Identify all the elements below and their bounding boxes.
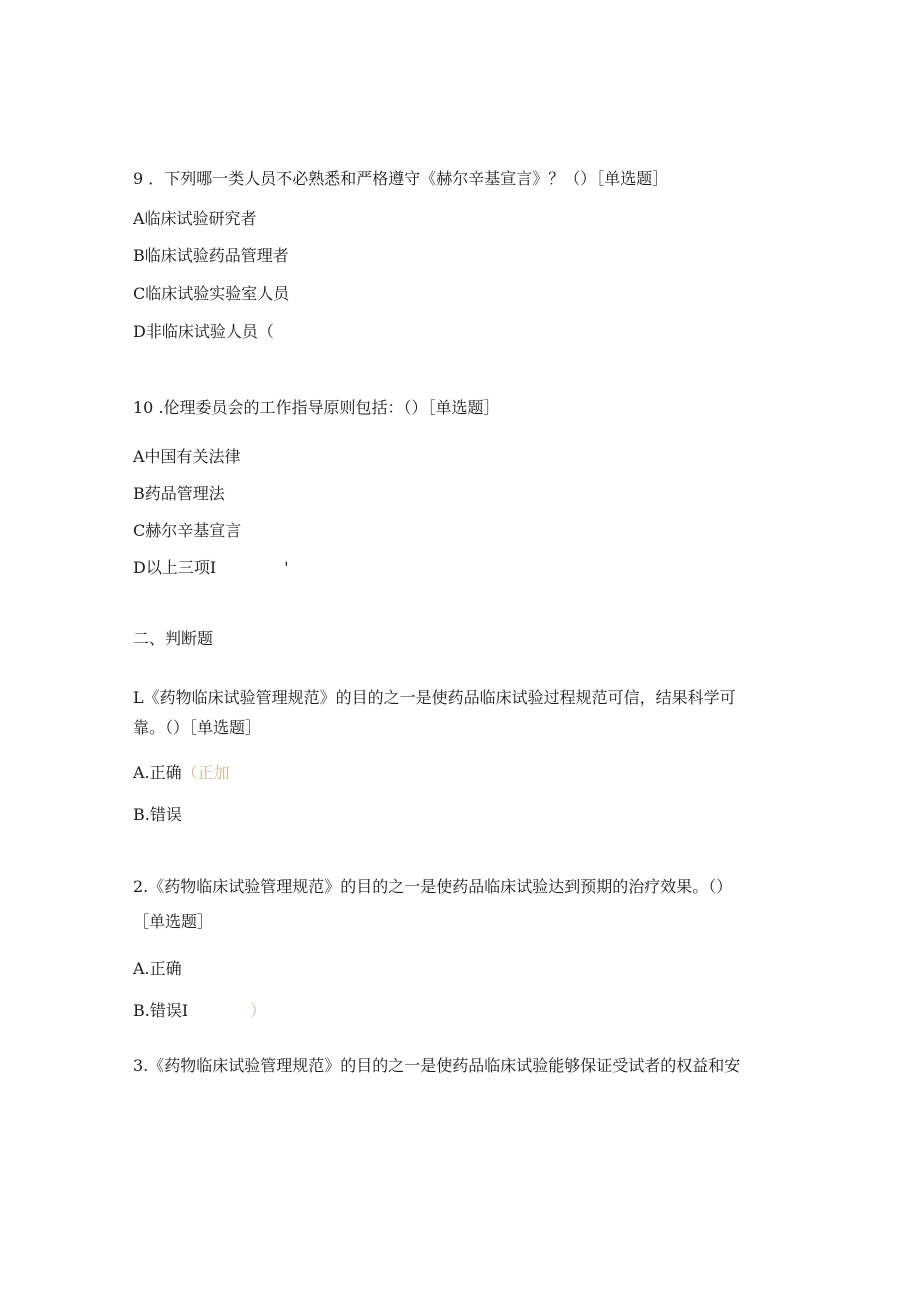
judge-1-line-1: L《药物临床试验管理规范》的目的之一是使药品临床试验过程规范可信，结果科学可	[133, 688, 736, 707]
judge-1-option-a-label: A.正确	[133, 763, 182, 782]
judge-2-option-b-mark: ）	[250, 1001, 267, 1020]
judge-2-line-1: 2.《药物临床试验管理规范》的目的之一是使药品临床试验达到预期的治疗效果。（）	[133, 877, 733, 896]
q10-option-d-mark: '	[284, 558, 289, 577]
judge-3-line-1: 3.《药物临床试验管理规范》的目的之一是使药品临床试验能够保证受试者的权益和安	[133, 1056, 741, 1075]
judge-2-option-b	[133, 1000, 266, 1022]
question-9-text: 9 ．下列哪一类人员不必熟悉和严格遵守《赫尔辛基宣言》？（）［单选题］	[133, 169, 669, 188]
judge-2-option-b-label: B.错误I	[133, 1001, 189, 1020]
q9-option-d: D非临床试验人员（	[133, 322, 274, 341]
judge-1-option-a-mark: （正加	[181, 763, 230, 782]
q10-option-d	[133, 557, 289, 579]
q9-option-c: C临床试验实验室人员	[133, 284, 290, 303]
judge-2-option-a: A.正确	[133, 959, 182, 978]
judge-1-option-a	[133, 762, 230, 784]
q10-option-a: A中国有关法律	[133, 447, 241, 466]
judge-2-line-2: ［单选题］	[133, 912, 214, 931]
q9-option-b: B临床试验药品管理者	[133, 246, 289, 265]
judge-1-line-2: 靠。（）［单选题］	[133, 718, 262, 737]
section-title: 二、判断题	[133, 629, 214, 648]
q10-option-d-label: D以上三项I	[133, 558, 217, 577]
judge-1-option-b: B.错误	[133, 805, 182, 824]
q10-option-b: B药品管理法	[133, 484, 225, 503]
question-10-text: 10 .伦理委员会的工作指导原则包括：（）［单选题］	[133, 398, 500, 417]
q10-option-c: C赫尔辛基宣言	[133, 521, 242, 540]
q9-option-a: A临床试验研究者	[133, 209, 257, 228]
